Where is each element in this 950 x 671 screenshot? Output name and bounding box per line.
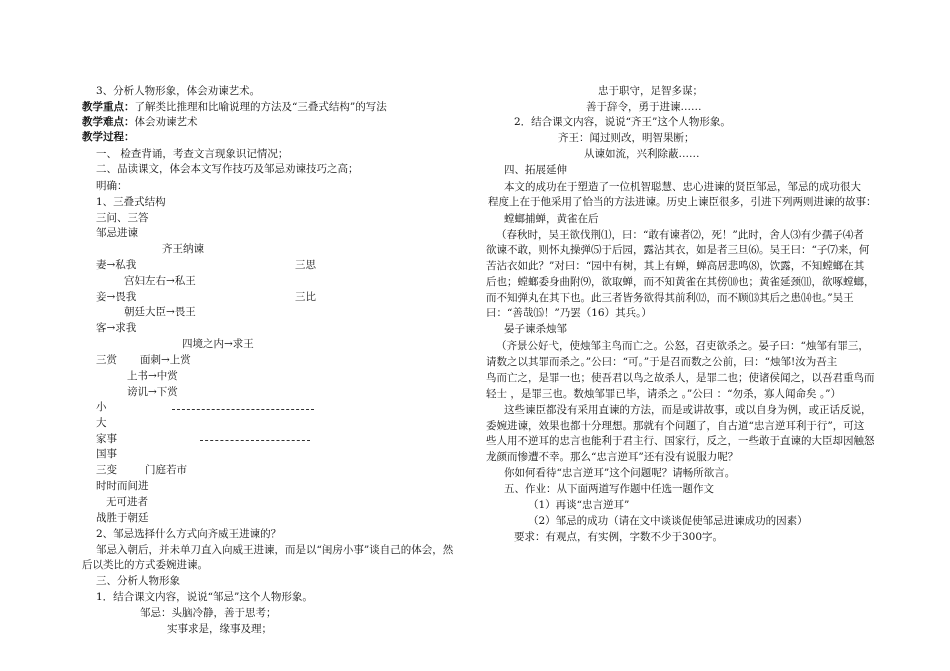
- structure-line: 门庭若市: [145, 464, 187, 476]
- structure-label: 三比: [295, 291, 316, 303]
- teaching-difficulty-text: 体会劝谏艺术: [134, 116, 198, 128]
- clarify-label: 明确：: [96, 180, 128, 192]
- character-trait: 忠于职守，足智多谋；: [598, 85, 703, 97]
- paragraph-line: 些人用不逆耳的忠言也能利于君主行、国家行，反之，一些敢于直谏的大臣却因触怒: [486, 435, 875, 447]
- paragraph-line: 龙颜而惨遭不幸。那么“忠言逆耳”还有没有说服力呢？: [486, 451, 739, 463]
- structure-line: 面刺→上赏: [140, 354, 191, 366]
- story-line: 欲谏不敢，则怀丸操弹⑸于后园，露沾其衣，如是者三旦⑹。吴王曰：“子⑺来，何: [486, 244, 870, 256]
- story-title: 螳螂捕蝉，黄雀在后: [504, 213, 599, 225]
- assignment-heading: 五、作业：从下面两道写作题中任选一题作文: [504, 483, 714, 495]
- structure-line: 朝廷大臣→畏王: [124, 306, 196, 318]
- structure-heading: 1、三叠式结构: [96, 196, 166, 208]
- structure-label: 三思: [295, 259, 316, 271]
- paragraph-line: 这些谏臣都没有采用直谏的方法，而是或讲故事，或以自身为例，或正话反说，: [504, 404, 872, 416]
- character-trait: 从谏如流，兴利除蔽……: [584, 148, 700, 160]
- structure-line: 客→求我: [96, 322, 137, 334]
- section-heading: 三、分析人物形象: [96, 575, 180, 587]
- structure-line: 三问、三答: [96, 212, 149, 224]
- teaching-focus-text: 了解类比推理和比喻说理的方法及“三叠式结构”的写法: [134, 101, 387, 113]
- question-line: 2．结合课文内容，说说“齐王”这个人物形象。: [514, 116, 731, 128]
- story-line: （齐景公好弋，使烛邹主鸟而亡之。公怒，召吏欲杀之。晏子曰：“烛邹有罪三，: [496, 340, 869, 352]
- character-trait: 齐王：闻过则改，明智果断；: [558, 132, 695, 144]
- structure-line: 齐王纳谏: [162, 243, 204, 255]
- story-line: 请数之以其罪而杀之。”公曰：“可。”于是召而数之公前，曰：“烛邹!汝为吾主: [486, 356, 838, 368]
- paragraph-line: 委婉进谏，效果也都十分理想。那就有个问题了，自古道“忠言逆耳利于行”，可这: [486, 420, 865, 432]
- paragraph-line: 邹忌入朝后，并未单刀直入向威王进谏，而是以“闺房小事”谈自己的体会，然: [96, 544, 454, 556]
- structure-label: 三赏: [96, 354, 117, 366]
- teaching-focus-label: 教学重点：: [82, 101, 135, 113]
- structure-line: 大: [96, 417, 107, 429]
- paragraph-line: 后以类比的方式委婉进谏。: [82, 559, 208, 571]
- story-line: 曰：“善哉⒂！”乃罢（16）其兵。）: [486, 307, 652, 319]
- divider-dashed: [200, 440, 310, 441]
- structure-line: 家事: [96, 433, 117, 445]
- question-2: 2、邹忌选择什么方式向齐威王进谏的？: [96, 528, 282, 540]
- structure-line: 小: [96, 401, 107, 413]
- paragraph-line: 程度上在于他采用了恰当的方法进谏。历史上谏臣很多，引进下列两则进谏的故事：: [488, 196, 877, 208]
- structure-line: 邹忌进谏: [96, 227, 138, 239]
- teaching-process-heading: 教学过程：: [82, 131, 135, 143]
- structure-line: 无可进者: [106, 496, 148, 508]
- structure-line: 战胜于朝廷: [96, 512, 149, 524]
- structure-line: 上书→中赏: [127, 370, 178, 382]
- teaching-difficulty-label: 教学难点：: [82, 116, 135, 128]
- story-line: 苦沾衣如此？”对曰：“园中有树，其上有蝉，蝉高居悲鸣⑻，饮露，不知螳螂在其: [486, 260, 865, 272]
- story-line: 轻士 ，是罪三也。数烛邹罪已毕，请杀之 。”公曰 ：“勿杀，寡人闻命矣 。”）: [486, 388, 841, 400]
- section-heading: 四、拓展延伸: [504, 164, 567, 176]
- step-2: 二、品读课文，体会本文写作技巧及邹忌劝谏技巧之高；: [96, 163, 359, 175]
- structure-line: 谤讥→下赏: [127, 386, 178, 398]
- assignment-option: （1）再谈“忠言逆耳”: [528, 499, 630, 511]
- structure-line: 时时而间进: [96, 480, 149, 492]
- character-trait: 实事求是，缘事及理；: [167, 623, 272, 635]
- paragraph-line: 你如何看待“忠言逆耳”这个问题呢？请畅所欲言。: [504, 467, 736, 479]
- character-trait: 邹忌：头脑冷静，善于思考；: [140, 607, 277, 619]
- assignment-requirement: 要求：有观点，有实例，字数不少于300字。: [514, 531, 724, 543]
- story-title: 晏子谏杀烛邹: [504, 323, 567, 335]
- divider-dashed: [172, 409, 314, 410]
- structure-line: 四境之内→求王: [182, 338, 254, 350]
- step-1: 一、 检查背诵，考查文言现象识记情况；: [96, 148, 289, 160]
- story-line: 鸟而亡之，是罪一也；使吾君以鸟之故杀人，是罪二也；使诸侯闻之，以吾君重鸟而: [486, 372, 875, 384]
- story-line: （春秋时，吴王欲伐荆⑴，曰：“敢有谏者⑵，死！”此时，舍人⑶有少孺子⑷者: [496, 229, 864, 241]
- structure-line: 国事: [96, 448, 117, 460]
- teaching-difficulty: [82, 115, 198, 129]
- question-line: 1．结合课文内容，说说“邹忌”这个人物形象。: [96, 591, 313, 603]
- story-line: 后也；螳螂委身曲附⑼，欲取蝉，而不知黄雀在其傍⑽也；黄雀延颈⑾，欲啄螳螂，: [486, 276, 875, 288]
- structure-line: 妻→私我: [96, 259, 137, 271]
- paragraph-line: 本文的成功在于塑造了一位机智聪慧、忠心进谏的贤臣邹忌，邹忌的成功很大: [504, 181, 861, 193]
- teaching-focus: [82, 100, 387, 114]
- assignment-option: （2）邹忌的成功（请在文中谈谈促使邹忌进谏成功的因素）: [528, 515, 808, 527]
- objective-3: 3、分析人物形象，体会劝谏艺术。: [96, 85, 261, 97]
- structure-line: 宫妇左右→私王: [124, 275, 196, 287]
- story-line: 而不知弹丸在其下也。此三者皆务欲得其前利⑿，而不顾⒀其后之患⒁也。”吴王: [486, 292, 854, 304]
- structure-line: 妾→畏我: [96, 291, 137, 303]
- character-trait: 善于辞令，勇于进谏……: [586, 101, 702, 113]
- structure-label: 三变: [96, 464, 117, 476]
